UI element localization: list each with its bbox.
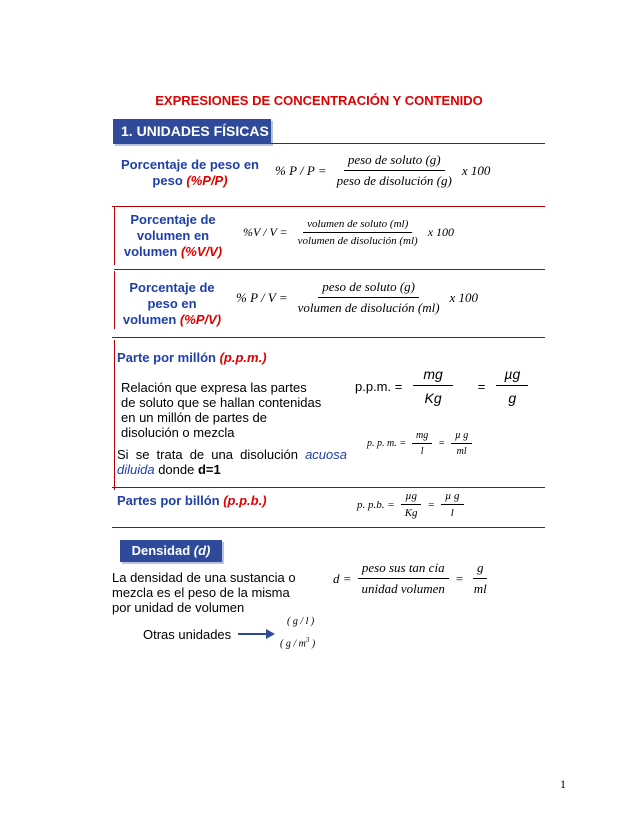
density-heading [120,540,222,562]
formula-vv-lhs: %V / V = [243,225,288,239]
label-pv [113,280,231,328]
formula-pp-lhs: % P / P = [275,162,327,178]
formula-vv-mult: x 100 [427,225,455,239]
formula-pv-num: peso de soluto (g) [318,279,419,298]
label-vv-pre: volumen [123,244,178,259]
label-vv-line2: volumen en [136,228,210,243]
formula-density: d = $\frac{\text{peso sus tan cia}}{\text{unidad volumen}}$ = $\frac{g}{ml}$ [330,560,494,597]
formula-density-f2-num: g [473,560,488,579]
divider [114,207,115,265]
formula-vv-num: volumen de soluto (ml) [303,218,412,233]
ppm-abbr: (p.p.m.) [219,350,267,365]
formula-ppb-f2-num: µ g [441,490,464,505]
formula-density-den: unidad volumen [361,581,445,596]
formula-ppb-f2-den: l [450,507,454,519]
formula-pv-den: volumen de disolución (ml) [297,300,440,315]
formula-ppm-f2-den: g [508,390,517,406]
formula-ppm-s2-num: µ g [451,430,472,444]
ppm-desc-line: disolución o mezcla [121,425,235,440]
label-pv-pre: volumen [122,312,177,327]
formula-ppm-s1-num: mg [412,430,432,444]
formula-ppb: p. p.b. = $\frac{\text{µg}}{Kg}$ = $\frac{\text{µ g}}{l}$ [354,490,467,519]
formula-ppm-f1-num: mg [413,366,452,386]
label-pv-line2: peso en [147,296,197,311]
formula-ppm-s1-den: l [420,446,424,457]
divider [112,487,545,488]
ppm-note-mid: donde [154,462,198,477]
formula-pp [272,152,493,189]
label-vv-abbr: (%V/V) [180,244,223,259]
formula-ppm-small-lhs: p. p. m. = [367,438,406,449]
formula-ppm-f2-num: µg [496,366,528,386]
label-pp-abbr: (%P/P) [186,173,228,188]
label-vv-line1: Porcentaje de [130,212,216,227]
unit-g-per-m3 [280,636,315,649]
formula-ppm-s2-den: ml [456,446,467,457]
formula-pv-mult: x 100 [449,289,479,305]
formula-pp-mult: x 100 [461,162,491,178]
divider [271,143,545,144]
label-pp-line1: Porcentaje de peso en [121,157,259,172]
ppm-note-bold: d=1 [197,462,221,477]
formula-pp-den: peso de disolución (g) [336,173,452,188]
formula-pv [233,279,481,316]
ppm-description [121,380,361,440]
density-desc-line: por unidad de volumen [112,600,245,615]
ppb-heading [117,493,267,508]
ppm-heading [117,350,267,365]
density-desc-line: mezcla es el peso de la misma [112,585,290,600]
ppm-note-em: acuosa [305,447,347,462]
density-abbr: (d) [193,543,211,558]
formula-vv [240,218,457,247]
divider [114,269,545,270]
formula-density-f2-den: ml [473,581,487,596]
divider [112,527,545,528]
density-desc-line: La densidad de una sustancia o [112,570,296,585]
page-title: EXPRESIONES DE CONCENTRACIÓN Y CONTENIDO [155,93,483,108]
ppm-heading-text: Parte por millón [117,350,216,365]
formula-density-lhs: d = [333,570,352,586]
divider [114,340,115,490]
formula-pv-lhs: % P / V = [236,289,288,305]
section-heading-physical-units: 1. UNIDADES FÍSICAS [113,119,271,144]
label-pv-abbr: (%P/V) [179,312,222,327]
ppm-note [117,447,347,477]
formula-ppm-eq: = [477,378,486,394]
ppm-desc-line: de soluto que se hallan contenidas [121,395,322,410]
ppm-note-pre: Si se trata de una disolución [117,447,298,462]
unit-g-per-m3-exp: 3 [305,636,310,644]
divider [112,206,545,207]
label-pv-line1: Porcentaje de [129,280,215,295]
divider [114,271,115,329]
formula-ppm-lhs: p.p.m. = [355,378,403,394]
ppm-desc-line: Relación que expresa las partes [121,380,307,395]
unit-g-per-m3-post: ) [309,638,316,650]
formula-ppm-f1-den: Kg [424,390,442,406]
label-pp [112,157,268,189]
label-pp-pre: peso [152,173,183,188]
ppb-heading-text: Partes por billón [117,493,220,508]
formula-ppb-f1-num: µg [401,490,421,505]
other-units-label: Otras unidades [143,627,232,642]
divider [112,337,545,338]
density-heading-text: Densidad [131,543,191,558]
unit-g-per-m3-pre: ( g / m [280,638,306,650]
label-vv [114,212,232,260]
formula-ppb-f1-den: Kg [404,507,418,519]
formula-ppb-lhs: p. p.b. = [357,498,395,511]
density-description [112,570,322,615]
formula-pp-num: peso de soluto (g) [344,152,445,171]
formula-ppm [352,366,531,406]
formula-ppm-small: p. p. m. = $\frac{mg}{l}$ = $\frac{\text{µ g}}{ml}$ [364,430,475,457]
page-number: 1 [560,777,566,791]
unit-g-per-l: ( g / l ) [287,616,315,627]
ppm-desc-line: en un millón de partes de [121,410,267,425]
formula-vv-den: volumen de disolución (ml) [297,235,418,247]
arrow-right-icon [238,628,276,640]
ppb-abbr: (p.p.b.) [223,493,267,508]
ppm-note-em2: diluida [117,462,155,477]
formula-density-num: peso sus tan cia [358,560,449,579]
